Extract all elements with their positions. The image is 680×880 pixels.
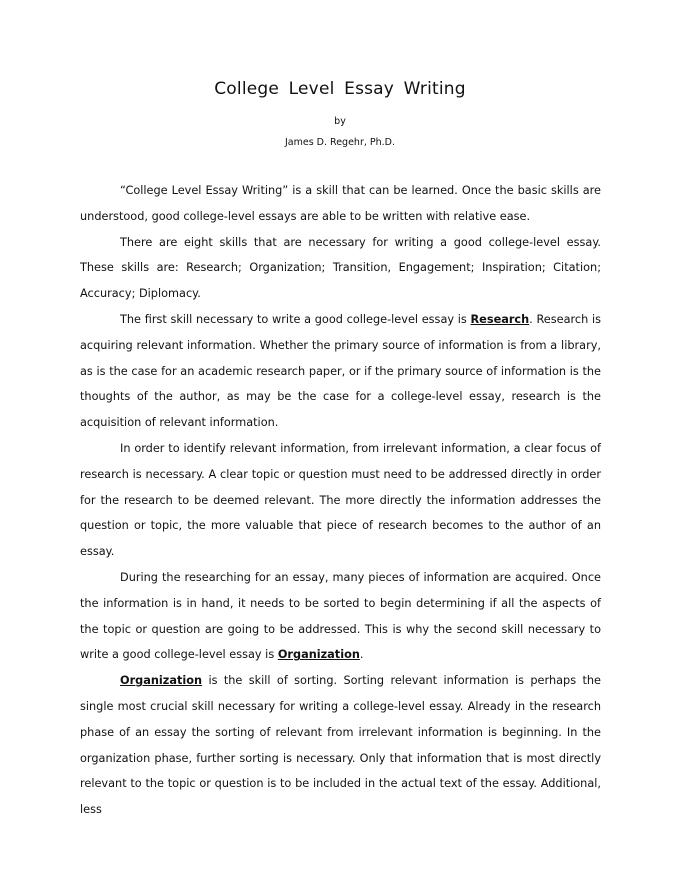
- body-paragraph: [80, 230, 601, 307]
- paragraph-text: In order to identify relevant information, from irrelevant information, a clear focus of research is necessary. A clear topic or question must need to be addressed directly in order for the research to be deemed relevant. The more directly the information addresses the question or topic, the more valuable that piece of research becomes to the author of an essay.: [80, 441, 601, 559]
- body-paragraph: [80, 668, 601, 823]
- keyword-research: Research: [470, 312, 530, 326]
- paragraph-text: .: [359, 648, 364, 662]
- document-body: [80, 178, 601, 823]
- paragraph-text: . Research is acquiring relevant information. Whether the primary source of information is from a library, as is the case for an academic research paper, or if the primary source of information is the thoughts of the author, as may be the case for a college-level essay, research is the acquisition of relevant information.: [80, 312, 601, 430]
- body-paragraph: [80, 436, 601, 565]
- keyword-organization: Organization: [277, 648, 360, 662]
- author-name: James D. Regehr, Ph.D.: [284, 137, 395, 148]
- paragraph-text: “College Level Essay Writing” is a skill that can be learned. Once the basic skills are understood, good college-level essays are able to be written with relative ease.: [80, 184, 601, 223]
- document-title: College Level Essay Writing: [214, 79, 466, 99]
- byline: by: [334, 116, 346, 127]
- body-paragraph: [80, 565, 601, 668]
- body-paragraph: [80, 178, 601, 230]
- body-paragraph: [80, 307, 601, 436]
- paragraph-text: is the skill of sorting. Sorting relevant information is perhaps the single most crucial skill necessary for writing a college-level essay. Already in the research phase of an essay the sorting of relevant from irrelevant information is beginning. In the organization phase, further sorting is necessary. Only that information that is most directly relevant to the topic or question is to be included in the actual text of the essay. Additional, less: [80, 674, 601, 817]
- paragraph-text: There are eight skills that are necessary for writing a good college-level essay. These skills are: Research; Organization; Transition, Engagement; Inspiration; Citation; Accuracy; Diplomacy.: [80, 235, 601, 301]
- paragraph-text: The first skill necessary to write a good college-level essay is: [120, 312, 471, 326]
- keyword-organization: Organization: [120, 674, 203, 688]
- paragraph-text: During the researching for an essay, many pieces of information are acquired. Once the information is in hand, it needs to be sorted to begin determining if all the aspects of the topic or question are going to be addressed. This is why the second skill necessary to write a good college-level essay is: [80, 570, 601, 662]
